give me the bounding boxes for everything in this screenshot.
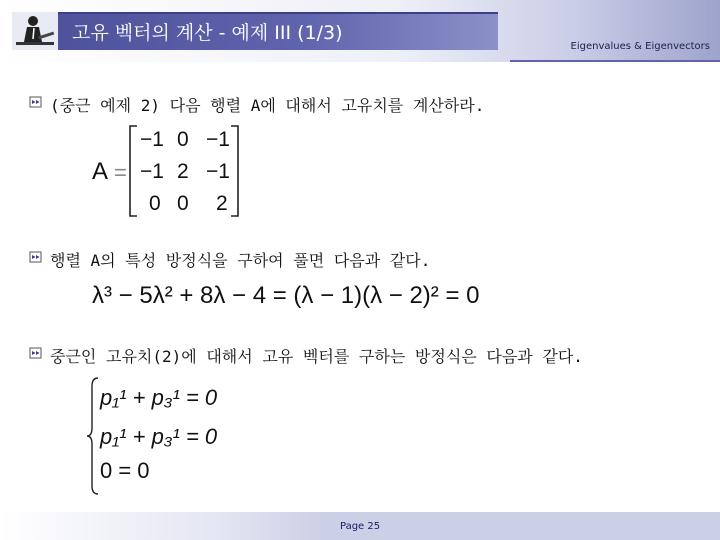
matrix-cell: 2 (177, 160, 189, 183)
matrix-cell: −1 (206, 128, 230, 151)
matrix-cell: −1 (140, 128, 164, 151)
matrix-cell: −1 (206, 160, 230, 183)
matrix-cell: 0 (149, 192, 161, 215)
bullet-icon (28, 94, 44, 110)
system-line-3: 0 = 0 (100, 458, 150, 483)
bullet-icon (28, 249, 44, 265)
matrix-cell: 0 (177, 192, 189, 215)
bullet-text-1: (중근 예제 2) 다음 행렬 A에 대해서 고유치를 계산하라. (50, 96, 485, 115)
matrix-cell: 0 (177, 128, 189, 151)
slide-subtitle: Eigenvalues & Eigenvectors (570, 41, 710, 52)
matrix-equals: = (114, 160, 127, 185)
matrix-name: A (92, 158, 109, 185)
system-line-2: p₁¹ + p₃¹ = 0 (100, 424, 218, 449)
bullet-text-3: 중근인 고유치(2)에 대해서 고유 벡터를 구하는 방정식은 다음과 같다. (50, 347, 583, 366)
matrix-cell: −1 (140, 160, 164, 183)
person-at-desk-icon (12, 12, 58, 50)
left-bracket (126, 124, 140, 218)
header-divider (510, 60, 720, 62)
bullet-text-2: 행렬 A의 특성 방정식을 구하여 풀면 다음과 같다. (50, 251, 431, 270)
matrix-cell: 2 (216, 192, 228, 215)
system-brace (86, 376, 100, 496)
system-line-1: p₁¹ + p₃¹ = 0 (100, 385, 218, 410)
bullet-icon (28, 345, 44, 361)
characteristic-equation: λ³ − 5λ² + 8λ − 4 = (λ − 1)(λ − 2)² = 0 (92, 282, 480, 309)
page-number: Page 25 (340, 521, 381, 532)
right-bracket (228, 124, 242, 218)
slide-title: 고유 벡터의 계산 - 예제 III (1/3) (72, 22, 343, 44)
